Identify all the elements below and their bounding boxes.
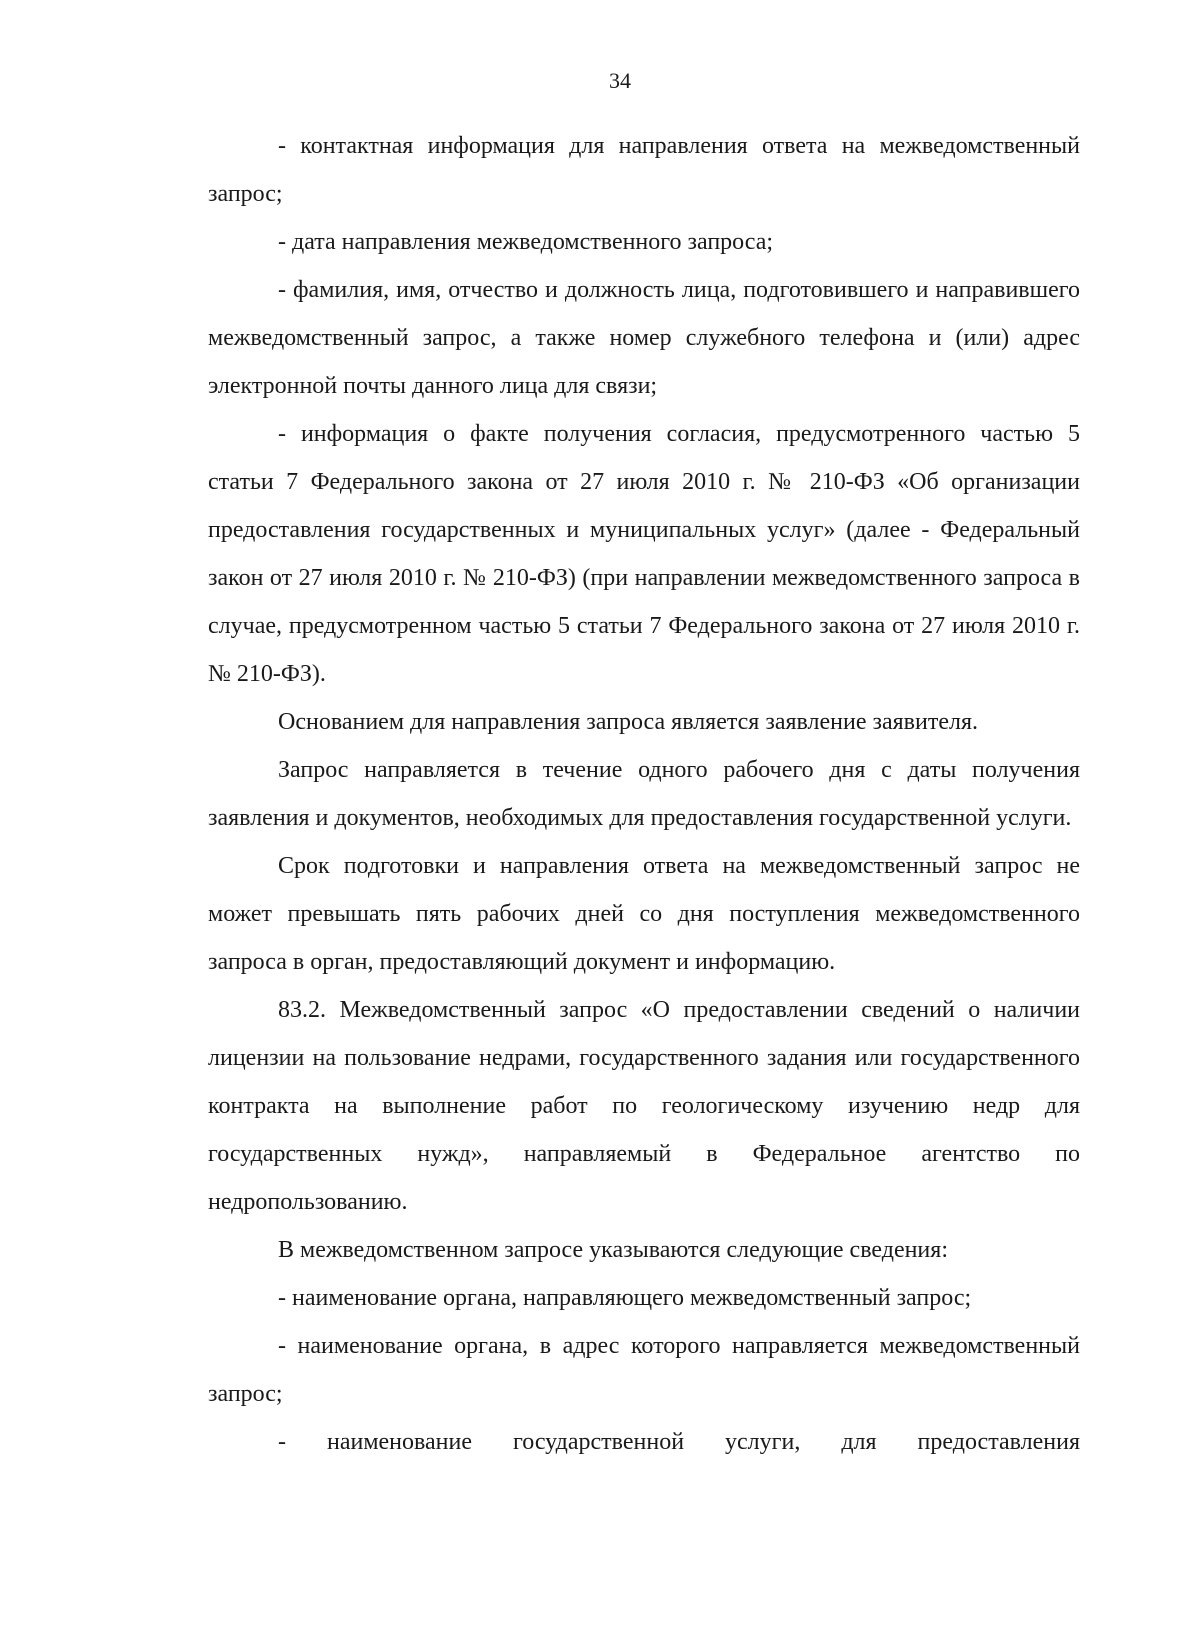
paragraph-receiving-body: - наименование органа, в адрес которого направляется межведомственный запрос; xyxy=(208,1333,1080,1407)
paragraph-consent-info: - информация о факте получения согласия, предусмотренного частью 5 статьи 7 Федерального закона от 27 июля 2010 г. № 210-ФЗ «Об организации предоставления государственных и муниципальных услуг» (далее - Федеральный закон от 27 июля 2010 г. № 210-ФЗ) (при направлении межведомственного запроса в случае, предусмотренном частью 5 статьи 7 Федерального закона от 27 июля 2010 г. № 210-ФЗ). xyxy=(208,421,1080,687)
paragraph-service-name: - наименование государственной услуги, для предоставления xyxy=(278,1429,1080,1455)
paragraph-request-contents: В межведомственном запросе указываются следующие сведения: xyxy=(278,1237,948,1263)
paragraph-sending-body: - наименование органа, направляющего межведомственный запрос; xyxy=(278,1285,972,1311)
paragraph-basis: Основанием для направления запроса является заявление заявителя. xyxy=(278,709,979,735)
paragraph-response-deadline: Срок подготовки и направления ответа на межведомственный запрос не может превышать пять рабочих дней со дня поступления межведомственного запроса в орган, предоставляющий документ и информацию. xyxy=(208,853,1080,975)
paragraph-request-date: - дата направления межведомственного запроса; xyxy=(278,229,774,255)
paragraph-contact-info: - контактная информация для направления ответа на межведомственный запрос; xyxy=(208,133,1080,207)
paragraph-request-timing: Запрос направляется в течение одного рабочего дня с даты получения заявления и документов, необходимых для предоставления государственной услуги. xyxy=(208,757,1080,831)
page-number: 34 xyxy=(609,68,631,93)
paragraph-responsible-person: - фамилия, имя, отчество и должность лица, подготовившего и направившего межведомственный запрос, а также номер служебного телефона и (или) адрес электронной почты данного лица для связи; xyxy=(208,277,1080,399)
paragraph-section-83-2: 83.2. Межведомственный запрос «О предоставлении сведений о наличии лицензии на пользование недрами, государственного задания или государственного контракта на выполнение работ по геологическому изучению недр для государственных нужд», направляемый в Федеральное агентство по недропользованию. xyxy=(208,997,1080,1215)
document-body xyxy=(208,122,1080,1466)
